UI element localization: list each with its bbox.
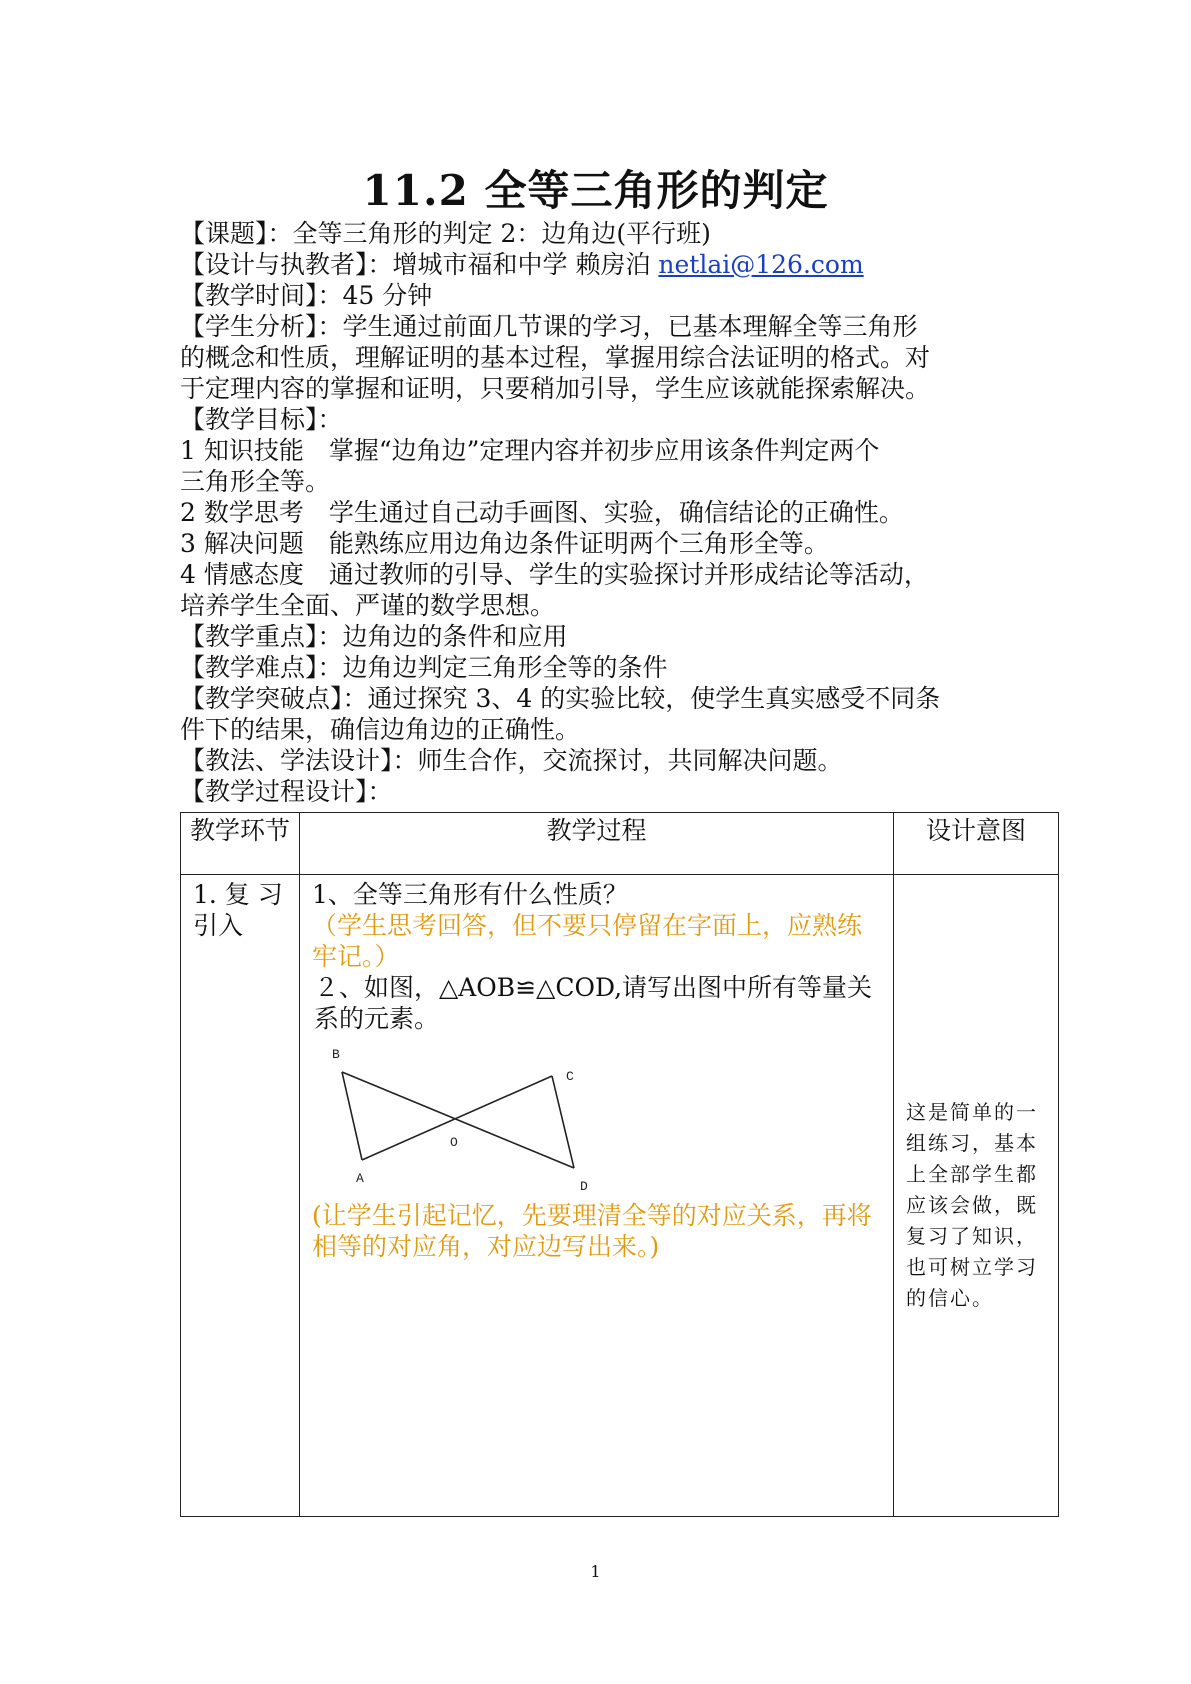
page-number: 1 [590, 1562, 601, 1581]
designer-text: 【设计与执教者】：增城市福和中学 赖房泊 [180, 250, 659, 279]
intent-cell [894, 875, 1059, 1517]
segment-ba [342, 1072, 362, 1160]
question-2: ２、如图，△AOB≌△COD,请写出图中所有等量关系的元素。 [314, 973, 873, 1033]
stage-cell: 1. 复 习引入 [181, 875, 300, 1517]
header-stage: 教学环节 [181, 813, 300, 875]
goal-4-line-1: 4 情感态度 通过教师的引导、学生的实验探讨并形成结论等活动， [180, 560, 929, 589]
analysis-line-3: 于定理内容的掌握和证明，只要稍加引导，学生应该就能探索解决。 [180, 374, 931, 403]
goal-2: 2 数学思考 学生通过自己动手画图、实验，确信结论的正确性。 [180, 498, 904, 527]
table-header-row [181, 813, 1059, 875]
table-row [181, 875, 1059, 1517]
process-cell [300, 875, 894, 1517]
header-process: 教学过程 [300, 813, 894, 875]
header-intent: 设计意图 [894, 813, 1059, 875]
time-line: 【教学时间】：45 分钟 [180, 281, 433, 310]
lesson-intro [180, 218, 1030, 807]
intent-text: 这是简单的一组练习，基本上全部学生都应该会做，既复习了知识，也可树立学习的信心。 [906, 1100, 1038, 1310]
label-b: B [332, 1047, 340, 1062]
goals-heading: 【教学目标】： [180, 405, 343, 434]
goal-1-line-2: 三角形全等。 [180, 467, 331, 496]
label-o: O [450, 1135, 458, 1150]
label-c: C [566, 1069, 574, 1084]
analysis-line-2: 的概念和性质，理解证明的基本过程，掌握用综合法证明的格式。对 [180, 343, 931, 372]
question-1-note: （学生思考回答，但不要只停留在字面上，应熟练牢记。） [312, 911, 863, 971]
topic-line: 【课题】：全等三角形的判定 2：边角边(平行班) [180, 219, 711, 248]
analysis-line-1: 【学生分析】：学生通过前面几节课的学习，已基本理解全等三角形 [180, 312, 918, 341]
email-link[interactable]: netlai@126.com [658, 250, 864, 279]
key-point: 【教学重点】：边角边的条件和应用 [180, 622, 568, 651]
breakthrough-line-2: 件下的结果，确信边角边的正确性。 [180, 715, 581, 744]
figure-lines [342, 1072, 574, 1168]
difficulty-point: 【教学难点】：边角边判定三角形全等的条件 [180, 653, 668, 682]
designer-line [180, 249, 1030, 280]
process-heading: 【教学过程设计】： [180, 777, 393, 806]
goal-1-line-1: 1 知识技能 掌握“边角边”定理内容并初步应用该条件判定两个 [180, 436, 880, 465]
page-title: 11.2 全等三角形的判定 [362, 166, 829, 215]
label-d: D [580, 1179, 588, 1192]
question-2-note: (让学生引起记忆，先要理清全等的对应关系，再将相等的对应角，对应边写出来。) [312, 1201, 872, 1261]
triangle-figure [312, 1042, 612, 1192]
breakthrough-line-1: 【教学突破点】：通过探究 3、4 的实验比较，使学生真实感受不同条 [180, 684, 941, 713]
label-a: A [356, 1171, 364, 1186]
method-line: 【教法、学法设计】：师生合作，交流探讨，共同解决问题。 [180, 746, 843, 775]
goal-4-line-2: 培养学生全面、严谨的数学思想。 [180, 591, 556, 620]
process-table [180, 812, 1059, 1517]
segment-cd [552, 1076, 574, 1168]
goal-3: 3 解决问题 能熟练应用边角边条件证明两个三角形全等。 [180, 529, 829, 558]
question-1: 1、全等三角形有什么性质？ [312, 880, 628, 909]
